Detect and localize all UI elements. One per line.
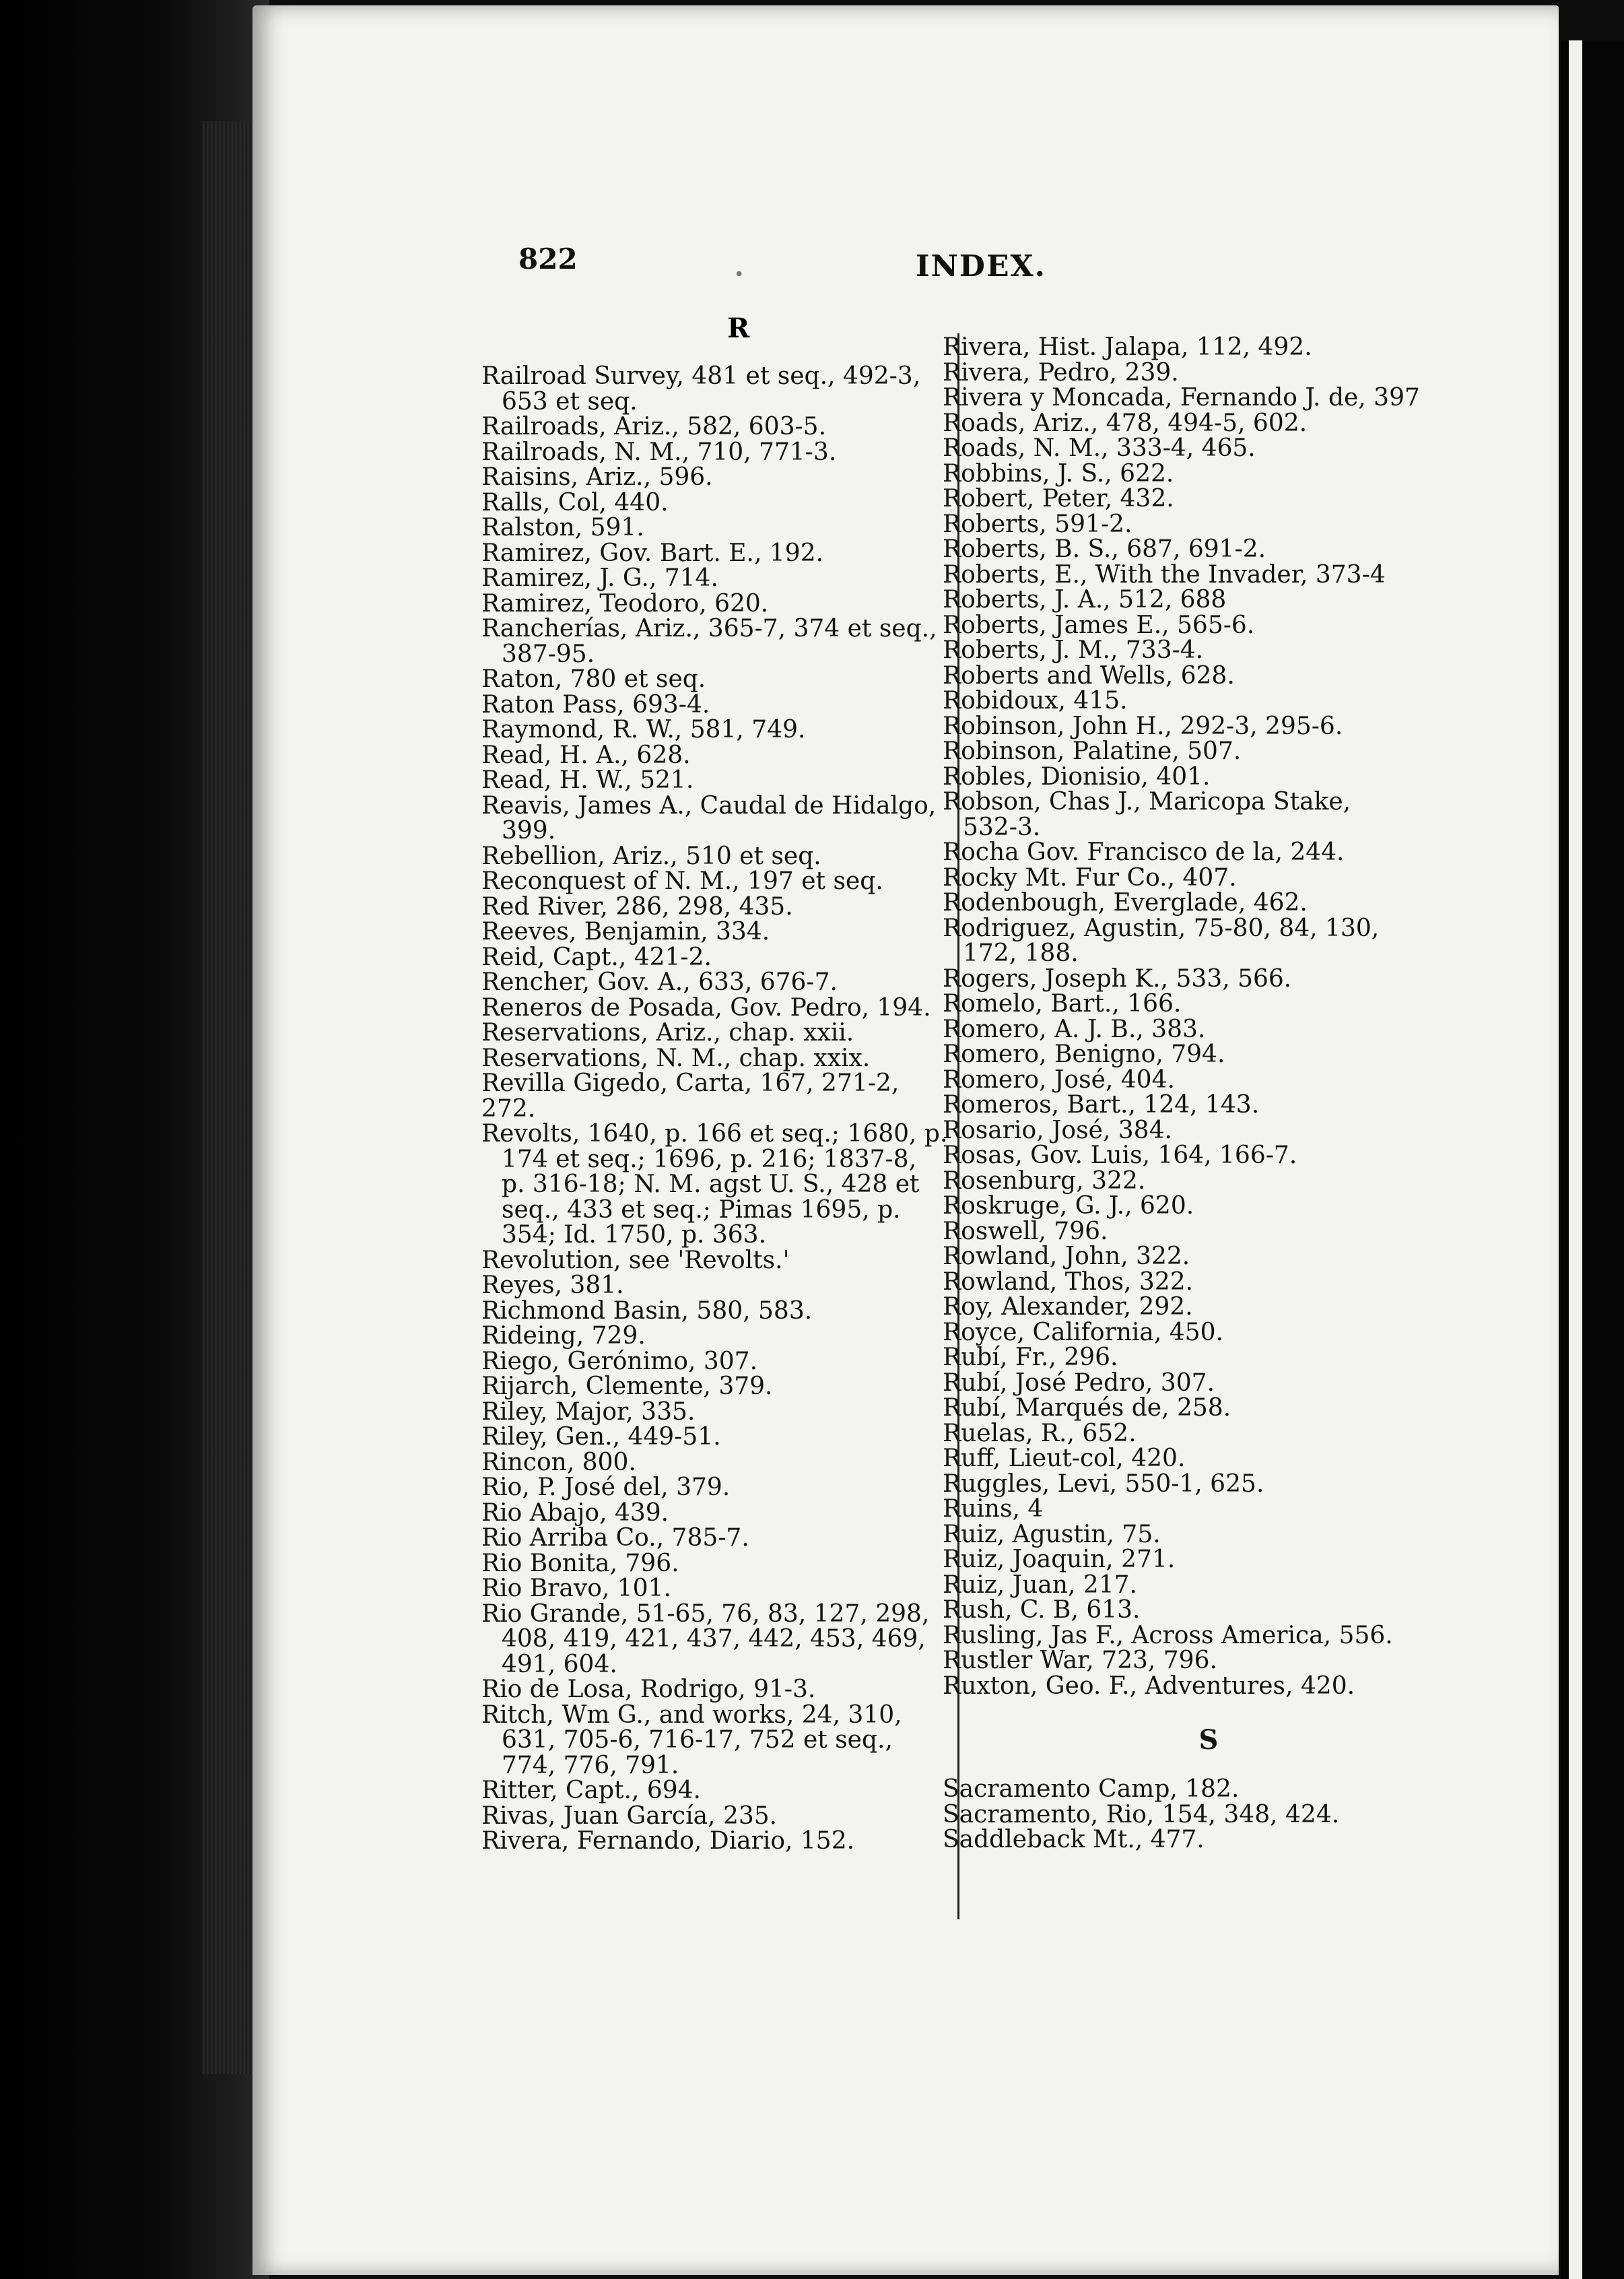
entry-line: Reconquest of N. M., 197 et seq. <box>481 867 883 895</box>
index-entry <box>481 945 959 970</box>
index-entry <box>943 739 1434 764</box>
index-entry <box>481 1424 959 1450</box>
index-column-right <box>943 335 1434 1853</box>
index-entry <box>943 1777 1434 1802</box>
entry-line: Roads, N. M., 333-4, 465. <box>943 434 1256 462</box>
index-entry <box>481 1273 959 1298</box>
entry-line: Roberts and Wells, 628. <box>943 661 1235 690</box>
index-entry <box>943 1168 1434 1194</box>
index-entry <box>481 793 959 844</box>
running-head: INDEX. <box>916 249 1046 284</box>
entry-line: Riego, Gerónimo, 307. <box>481 1347 758 1375</box>
index-entry <box>943 562 1434 588</box>
index-entry <box>943 1193 1434 1219</box>
entry-line: Robidoux, 415. <box>943 687 1128 715</box>
entry-line: Rosas, Gov. Luis, 164, 166-7. <box>943 1142 1297 1169</box>
entry-line: Ruiz, Juan, 217. <box>943 1571 1137 1599</box>
index-entry <box>943 1446 1434 1472</box>
entry-line: Ruxton, Geo. F., Adventures, 420. <box>943 1672 1355 1700</box>
index-entry <box>481 768 959 793</box>
entry-line: Sacramento Camp, 182. <box>943 1775 1240 1803</box>
next-page-edge <box>1569 40 1582 2279</box>
entry-line: Raton, 780 et seq. <box>481 665 706 693</box>
index-entry <box>481 1046 959 1071</box>
index-entry <box>943 1092 1434 1118</box>
index-entry <box>481 541 959 566</box>
index-entry <box>943 1294 1434 1320</box>
index-entry <box>481 566 959 591</box>
index-entry <box>943 714 1434 739</box>
entry-line: Revolution, see 'Revolts.' <box>481 1246 790 1274</box>
index-entry <box>943 1802 1434 1828</box>
entry-line: Riley, Major, 335. <box>481 1397 696 1426</box>
index-entry <box>943 1674 1434 1699</box>
entry-line: Read, H. A., 628. <box>481 741 691 769</box>
entry-line: Ritter, Capt., 694. <box>481 1777 702 1804</box>
entry-line: Rowland, John, 322. <box>943 1243 1190 1270</box>
index-entry <box>481 1248 959 1274</box>
page-number: 822 <box>518 242 578 275</box>
index-entry <box>481 1525 959 1551</box>
entry-line: Ramirez, Gov. Bart. E., 192. <box>481 539 824 567</box>
index-entry <box>481 1804 959 1829</box>
index-entry <box>943 1547 1434 1573</box>
entry-line: Robson, Chas J., Maricopa Stake, <box>943 788 1351 816</box>
index-entry <box>943 663 1434 689</box>
entry-line: Rio Bonita, 796. <box>481 1549 679 1577</box>
index-entry <box>481 717 959 743</box>
index-entry <box>943 1067 1434 1093</box>
index-entry <box>481 1349 959 1375</box>
index-entry <box>943 1345 1434 1370</box>
entry-line: Rio de Losa, Rodrigo, 91-3. <box>481 1676 816 1703</box>
index-entry <box>943 916 1434 966</box>
index-entry <box>943 1421 1434 1447</box>
entry-line: Ramirez, J. G., 714. <box>481 564 718 592</box>
entry-line: Richmond Basin, 580, 583. <box>481 1296 813 1325</box>
index-entry <box>943 840 1434 865</box>
entry-line: Rubí, José Pedro, 307. <box>943 1368 1215 1397</box>
entry-line: Rusling, Jas F., Across America, 556. <box>943 1621 1393 1649</box>
entry-line: Rio Abajo, 439. <box>481 1498 669 1527</box>
entry-line: Royce, California, 450. <box>943 1318 1223 1346</box>
entry-line: Reyes, 381. <box>481 1271 624 1299</box>
print-speck: • <box>734 265 745 285</box>
entry-line: Romero, A. J. B., 383. <box>943 1015 1206 1043</box>
entry-line: Roads, Ariz., 478, 494-5, 602. <box>943 409 1308 437</box>
index-entry <box>943 537 1434 562</box>
entry-line: Raymond, R. W., 581, 749. <box>481 716 806 744</box>
entry-line: Romeros, Bart., 124, 143. <box>943 1091 1260 1119</box>
entry-line: Read, H. W., 521. <box>481 766 694 794</box>
index-entry <box>943 1118 1434 1144</box>
entry-line: Rideing, 729. <box>481 1322 646 1350</box>
entry-line: Roskruge, G. J., 620. <box>943 1192 1194 1220</box>
index-entry <box>481 1121 959 1248</box>
index-entry <box>481 490 959 516</box>
index-entry <box>481 995 959 1021</box>
entry-line: Riley, Gen., 449-51. <box>481 1423 721 1451</box>
entry-line: Rijarch, Clemente, 379. <box>481 1373 773 1400</box>
index-entry <box>943 385 1434 411</box>
entry-continuation-line: 354; Id. 1750, p. 363. <box>502 1221 767 1249</box>
index-entry <box>481 869 959 894</box>
index-entry <box>943 1827 1434 1853</box>
entry-line: Romelo, Bart., 166. <box>943 990 1182 1018</box>
entry-line: Reid, Capt., 421-2. <box>481 943 712 971</box>
entry-line: Ruelas, R., 652. <box>943 1419 1137 1447</box>
index-entry <box>481 414 959 440</box>
entry-line: Rubí, Marqués de, 258. <box>943 1394 1231 1422</box>
index-entry <box>481 1828 959 1854</box>
entry-line: Reservations, N. M., chap. xxix. <box>481 1044 871 1072</box>
index-column-left <box>481 364 959 1854</box>
index-entry <box>481 743 959 768</box>
entry-line: Rencher, Gov. A., 633, 676-7. <box>481 968 838 996</box>
index-entry <box>943 1395 1434 1421</box>
section-heading-r: R <box>727 312 750 344</box>
entry-line: Robbins, J. S., 622. <box>943 459 1174 488</box>
entry-line: Rivera, Fernando, Diario, 152. <box>481 1827 855 1855</box>
entry-line: Ritch, Wm G., and works, 24, 310, <box>481 1700 902 1729</box>
index-entry <box>481 844 959 869</box>
index-entry <box>481 970 959 995</box>
index-entry <box>943 587 1434 613</box>
entry-continuation-line: p. 316-18; N. M. agst U. S., 428 et <box>502 1170 920 1198</box>
entry-line: Rocky Mt. Fur Co., 407. <box>943 863 1237 892</box>
index-entry <box>481 1475 959 1500</box>
entry-line: Railroad Survey, 481 et seq., 492-3, <box>481 362 921 390</box>
index-entry <box>481 364 959 414</box>
entry-continuation-line: 532-3. <box>963 813 1041 841</box>
entry-line: Rancherías, Ariz., 365-7, 374 et seq., <box>481 615 937 642</box>
index-entry <box>481 1677 959 1703</box>
entry-line: Roberts, E., With the Invader, 373-4 <box>943 560 1386 589</box>
index-entry <box>943 1042 1434 1067</box>
index-entry <box>943 688 1434 714</box>
entry-line: Robles, Dionisio, 401. <box>943 762 1211 791</box>
entry-line: Roberts, B. S., 687, 691-2. <box>943 535 1266 563</box>
entry-line: Rosenburg, 322. <box>943 1166 1146 1195</box>
entry-line: Rivas, Juan García, 235. <box>481 1802 778 1830</box>
index-entry <box>943 1017 1434 1043</box>
index-entry <box>481 1551 959 1577</box>
entry-line: Roberts, J. A., 512, 688 <box>943 586 1227 614</box>
entry-line: Revilla Gigedo, Carta, 167, 271-2, 272. <box>481 1069 900 1123</box>
index-entry <box>943 1573 1434 1598</box>
entry-line: Rubí, Fr., 296. <box>943 1344 1118 1371</box>
entry-line: Rush, C. B, 613. <box>943 1596 1141 1624</box>
index-entry <box>943 1370 1434 1396</box>
index-entry <box>481 591 959 617</box>
index-entry <box>943 865 1434 891</box>
index-entry <box>481 616 959 667</box>
entry-line: Rio Arriba Co., 785-7. <box>481 1524 749 1552</box>
entry-line: Rio, P. José del, 379. <box>481 1474 731 1501</box>
index-entry <box>943 1244 1434 1269</box>
entry-line: Ruins, 4 <box>943 1495 1044 1523</box>
index-entry <box>481 1298 959 1324</box>
index-entries-r-continued <box>943 335 1434 1698</box>
entry-line: Robinson, John H., 292-3, 295-6. <box>943 712 1343 740</box>
entry-continuation-line: 174 et seq.; 1696, p. 216; 1837-8, <box>502 1145 917 1173</box>
entry-line: Reneros de Posada, Gov. Pedro, 194. <box>481 993 931 1022</box>
entry-line: Ruiz, Agustin, 75. <box>943 1520 1161 1548</box>
entry-continuation-line: 387-95. <box>502 640 595 668</box>
entry-line: Rustler War, 723, 796. <box>943 1647 1217 1674</box>
entry-line: Railroads, N. M., 710, 771-3. <box>481 438 837 466</box>
entry-line: Raisins, Ariz., 596. <box>481 463 713 491</box>
entry-line: Robert, Peter, 432. <box>943 485 1174 513</box>
index-entry <box>481 1071 959 1121</box>
entry-continuation-line: 172, 188. <box>963 939 1079 967</box>
entry-line: Rowland, Thos, 322. <box>943 1267 1194 1296</box>
index-entry <box>481 1323 959 1349</box>
index-entry <box>943 638 1434 663</box>
index-entry <box>481 919 959 945</box>
entry-line: Rodenbough, Everglade, 462. <box>943 889 1308 917</box>
index-entry <box>943 764 1434 790</box>
index-entry <box>943 1623 1434 1649</box>
entry-continuation-line: 631, 705-6, 716-17, 752 et seq., <box>502 1726 893 1754</box>
index-entry <box>943 1522 1434 1548</box>
entry-line: Ralston, 591. <box>481 514 644 541</box>
index-entry <box>943 1320 1434 1346</box>
entry-line: Robinson, Palatine, 507. <box>943 737 1242 765</box>
entry-line: Rincon, 800. <box>481 1448 636 1476</box>
index-entry <box>943 335 1434 360</box>
index-entry <box>943 1496 1434 1522</box>
index-entry <box>943 486 1434 512</box>
entry-line: Roberts, James E., 565-6. <box>943 611 1255 639</box>
entry-line: Roswell, 796. <box>943 1217 1108 1245</box>
index-entry <box>481 465 959 490</box>
entry-line: Railroads, Ariz., 582, 603-5. <box>481 413 827 440</box>
index-entry <box>943 991 1434 1017</box>
index-entries-s <box>943 1777 1434 1853</box>
index-entry <box>943 436 1434 461</box>
entry-line: Ralls, Col, 440. <box>481 488 669 517</box>
entry-line: Reservations, Ariz., chap. xxii. <box>481 1019 854 1047</box>
section-heading-s: S <box>1198 1724 1219 1756</box>
index-entry <box>481 1020 959 1046</box>
index-entry <box>481 1500 959 1526</box>
entry-continuation-line: seq., 433 et seq.; Pimas 1695, p. <box>502 1195 901 1224</box>
entry-line: Ruiz, Joaquin, 271. <box>943 1546 1176 1573</box>
index-entry <box>481 692 959 718</box>
index-entry <box>943 1219 1434 1245</box>
entry-line: Romero, José, 404. <box>943 1065 1175 1094</box>
index-entry <box>481 1778 959 1804</box>
entry-line: Reeves, Benjamin, 334. <box>481 918 770 946</box>
entry-line: Rosario, José, 384. <box>943 1116 1172 1144</box>
entry-line: Rivera, Pedro, 239. <box>943 358 1179 387</box>
entry-line: Sacramento, Rio, 154, 348, 424. <box>943 1800 1340 1828</box>
entry-line: Roberts, J. M., 733-4. <box>943 636 1204 664</box>
entry-line: Rio Grande, 51-65, 76, 83, 127, 298, <box>481 1599 930 1628</box>
entry-line: Rivera y Moncada, Fernando J. de, 397 <box>943 384 1420 411</box>
entry-line: Saddleback Mt., 477. <box>943 1826 1205 1853</box>
entry-line: Romero, Benigno, 794. <box>943 1041 1225 1068</box>
index-entry <box>943 1648 1434 1674</box>
entry-line: Rivera, Hist. Jalapa, 112, 492. <box>943 333 1312 361</box>
index-entry <box>943 966 1434 992</box>
index-entry <box>943 1469 1434 1498</box>
index-entry <box>481 1374 959 1399</box>
index-entry <box>481 515 959 541</box>
index-entry <box>481 1399 959 1425</box>
index-entry <box>943 512 1434 537</box>
index-entry <box>481 667 959 692</box>
entry-continuation-line: 399. <box>502 817 556 845</box>
entry-line: Ramirez, Teodoro, 620. <box>481 589 769 618</box>
index-entry <box>943 461 1434 487</box>
entry-continuation-line: 408, 419, 421, 437, 442, 453, 469, <box>502 1625 926 1653</box>
entry-line: Revolts, 1640, p. 166 et seq.; 1680, p. <box>481 1120 948 1148</box>
index-entry <box>943 613 1434 638</box>
entry-line: Red River, 286, 298, 435. <box>481 892 793 921</box>
index-entry <box>943 411 1434 436</box>
page-edges <box>202 121 256 2074</box>
index-entry <box>943 360 1434 386</box>
entry-continuation-line: 653 et seq. <box>502 387 638 416</box>
entry-line: Rocha Gov. Francisco de la, 244. <box>943 838 1345 866</box>
index-entry <box>481 1450 959 1476</box>
index-entry <box>943 1143 1434 1168</box>
index-entry <box>481 440 959 465</box>
index-entry <box>943 1269 1434 1295</box>
entry-line: Reavis, James A., Caudal de Hidalgo, <box>481 791 937 820</box>
index-entry <box>481 1601 959 1678</box>
entry-line: Ruff, Lieut-col, 420. <box>943 1445 1186 1472</box>
entry-line: Rodriguez, Agustin, 75-80, 84, 130, <box>943 914 1380 942</box>
entry-line: Raton Pass, 693-4. <box>481 690 710 719</box>
entry-line: Roy, Alexander, 292. <box>943 1293 1193 1321</box>
entry-line: Rio Bravo, 101. <box>481 1575 671 1602</box>
entry-continuation-line: 491, 604. <box>502 1650 617 1678</box>
entry-line: Rebellion, Ariz., 510 et seq. <box>481 842 821 870</box>
index-entry <box>943 789 1434 840</box>
index-entry <box>481 894 959 920</box>
index-entry <box>481 1576 959 1601</box>
entry-continuation-line: 774, 776, 791. <box>502 1751 679 1779</box>
entry-line: Roberts, 591-2. <box>943 510 1132 538</box>
index-entry <box>943 1597 1434 1623</box>
index-entry <box>943 890 1434 916</box>
index-entry <box>481 1700 959 1779</box>
entry-line: Rogers, Joseph K., 533, 566. <box>943 964 1292 993</box>
entry-line: Ruggles, Levi, 550-1, 625. <box>943 1469 1264 1498</box>
